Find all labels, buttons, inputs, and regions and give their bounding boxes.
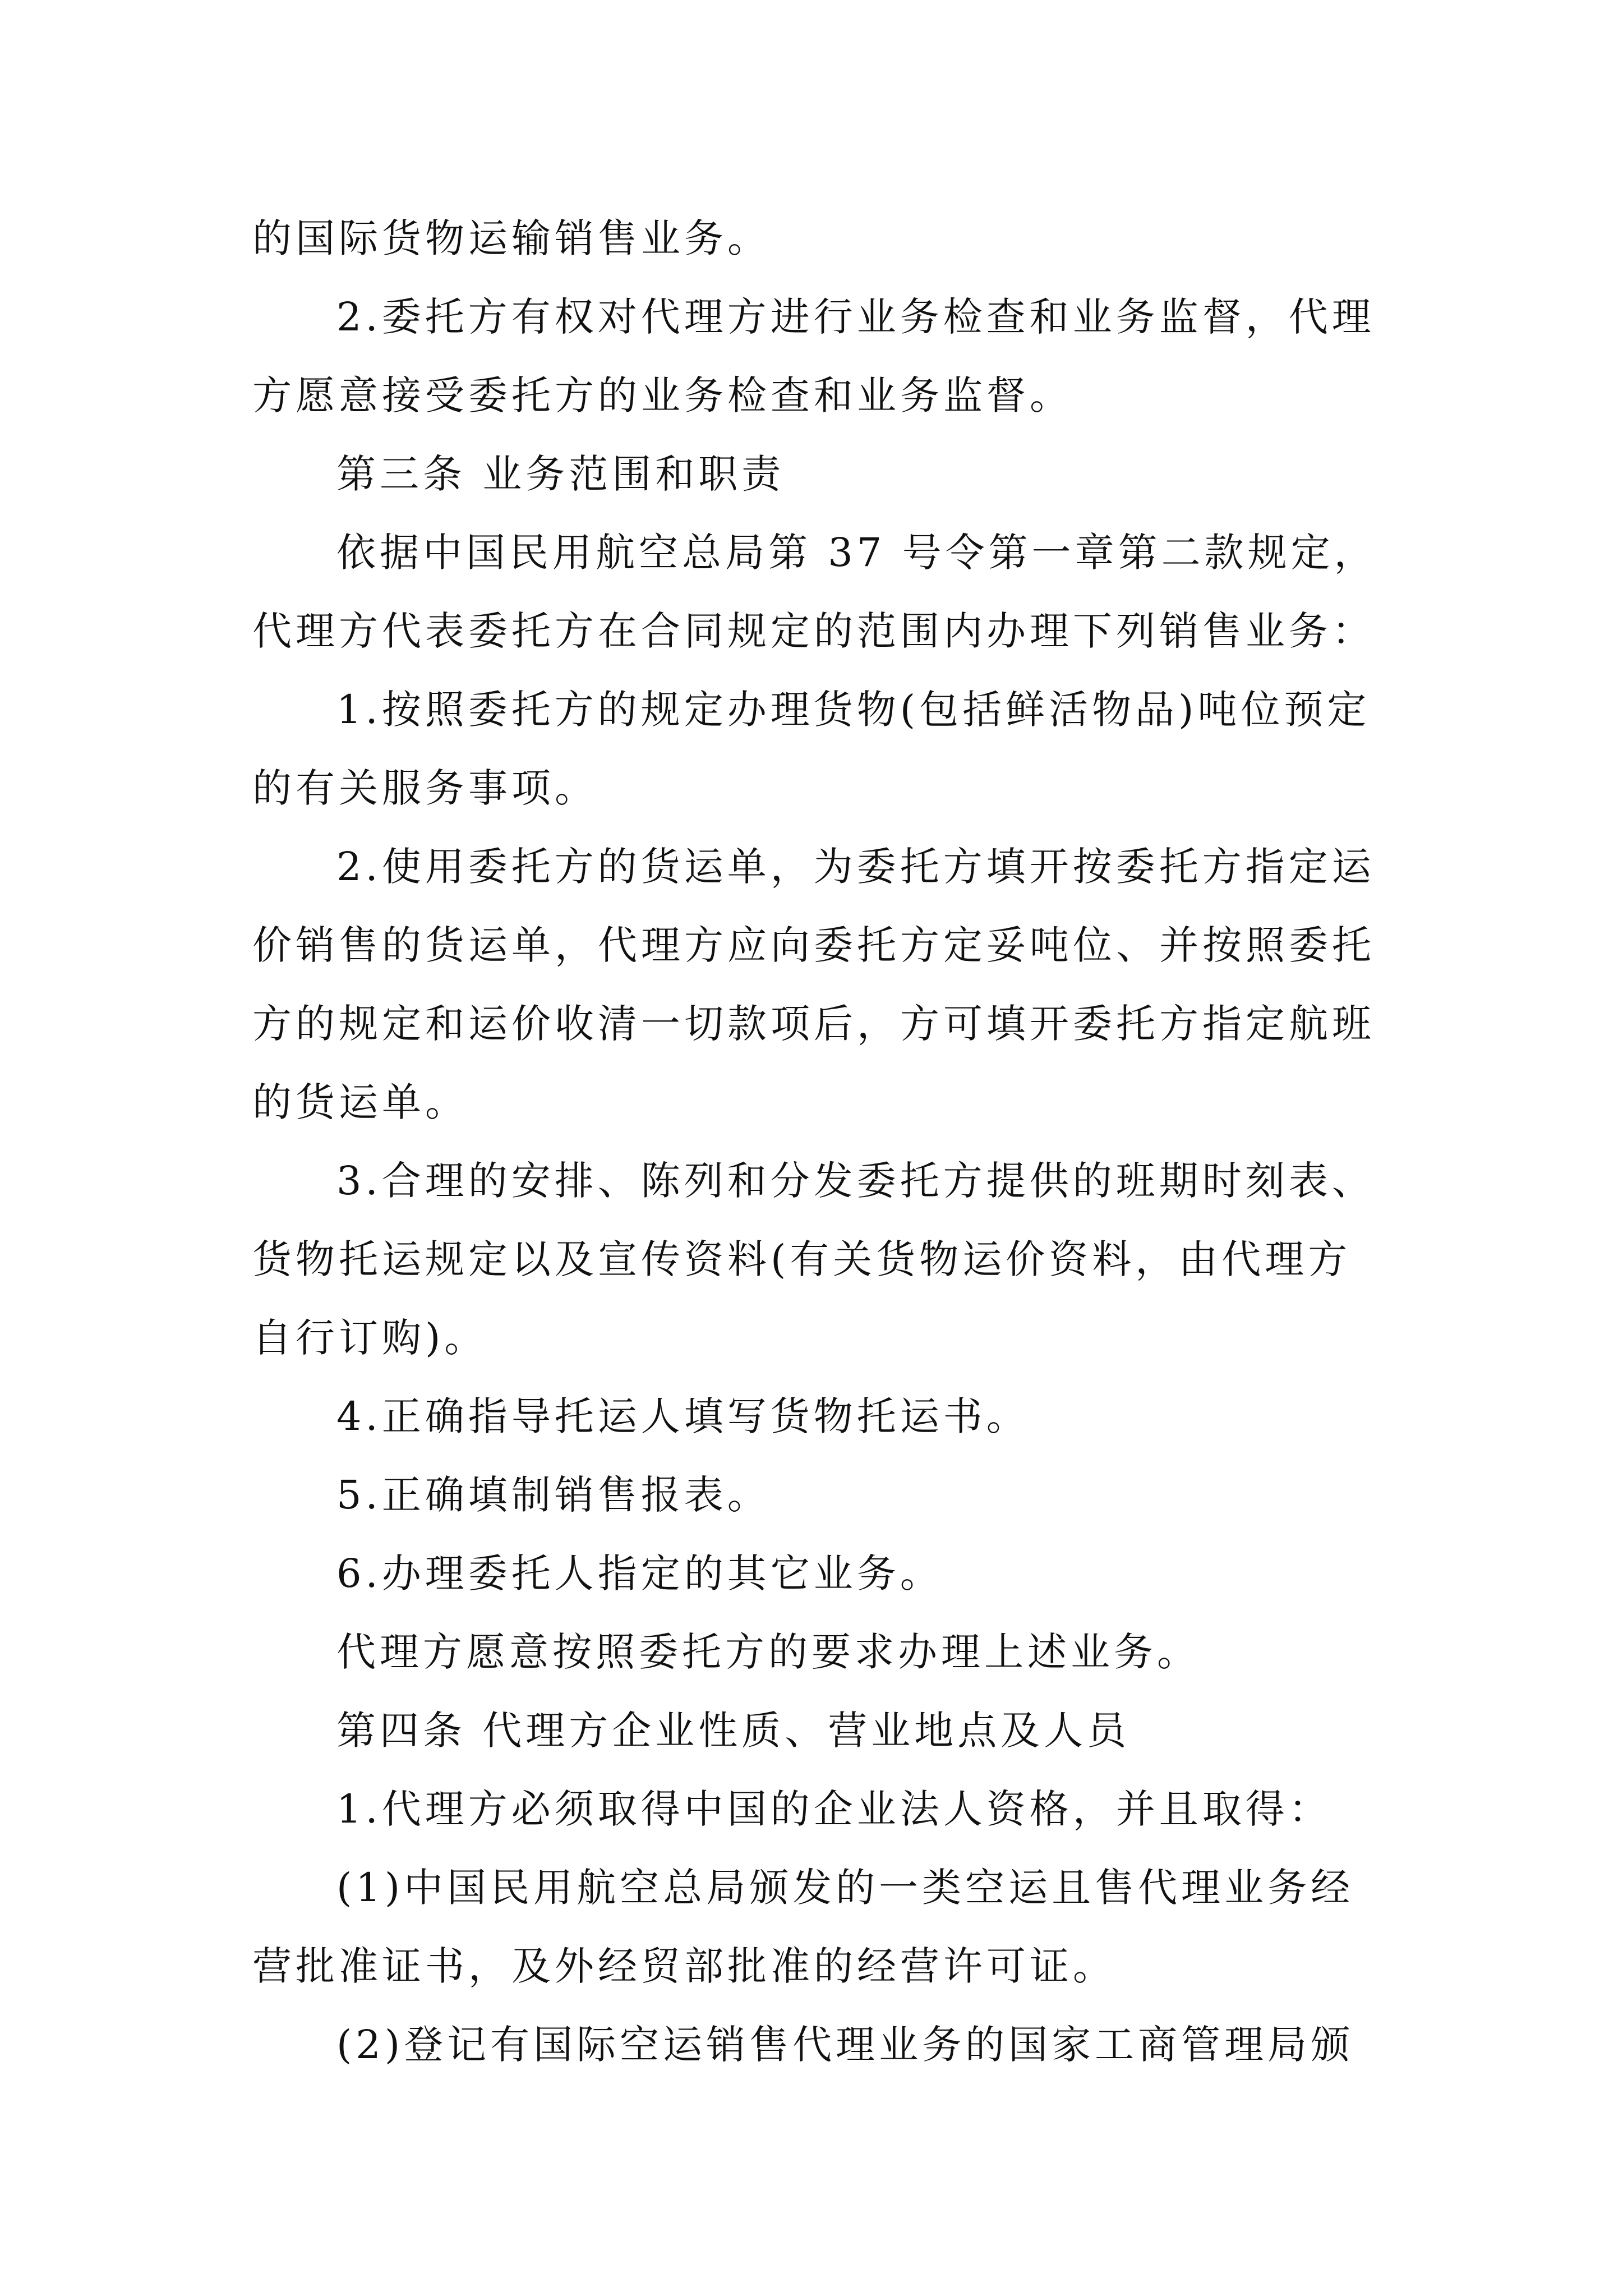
- text-line: 货物托运规定以及宣传资料(有关货物运价资料，由代理方: [252, 1236, 1352, 1282]
- text-line: 价销售的货运单，代理方应向委托方定妥吨位、并按照委托: [252, 922, 1375, 968]
- section-heading: 第四条 代理方企业性质、营业地点及人员: [336, 1708, 1131, 1754]
- text-line: 代理方愿意按照委托方的要求办理上述业务。: [336, 1629, 1200, 1675]
- text-line: 依据中国民用航空总局第 37 号令第一章第二款规定，: [336, 530, 1377, 576]
- text-line: 方愿意接受委托方的业务检查和业务监督。: [252, 372, 1073, 418]
- text-line: (1)中国民用航空总局颁发的一类空运且售代理业务经: [336, 1865, 1354, 1911]
- text-line: 营批准证书，及外经贸部批准的经营许可证。: [252, 1943, 1116, 1989]
- text-line: 3.合理的安排、陈列和分发委托方提供的班期时刻表、: [336, 1158, 1375, 1204]
- text-line: 的有关服务事项。: [252, 765, 598, 811]
- section-heading: 第三条 业务范围和职责: [336, 451, 785, 497]
- text-line: 6.办理委托人指定的其它业务。: [336, 1550, 943, 1596]
- text-line: 1.按照委托方的规定办理货物(包括鲜活物品)吨位预定: [336, 687, 1371, 733]
- text-line: 代理方代表委托方在合同规定的范围内办理下列销售业务：: [252, 608, 1375, 654]
- text-line: 5.正确填制销售报表。: [336, 1472, 771, 1518]
- text-line: 4.正确指导托运人填写货物托运书。: [336, 1393, 1030, 1439]
- text-line: (2)登记有国际空运销售代理业务的国家工商管理局颁: [336, 2022, 1354, 2068]
- text-line: 的国际货物运输销售业务。: [252, 215, 771, 261]
- text-line: 2.委托方有权对代理方进行业务检查和业务监督，代理: [336, 294, 1375, 340]
- text-line: 自行订购)。: [252, 1315, 488, 1361]
- text-line: 方的规定和运价收清一切款项后，方可填开委托方指定航班: [252, 1001, 1375, 1047]
- text-line: 2.使用委托方的货运单，为委托方填开按委托方指定运: [336, 844, 1375, 890]
- text-line: 1.代理方必须取得中国的企业法人资格，并且取得：: [336, 1786, 1332, 1832]
- text-line: 的货运单。: [252, 1079, 468, 1125]
